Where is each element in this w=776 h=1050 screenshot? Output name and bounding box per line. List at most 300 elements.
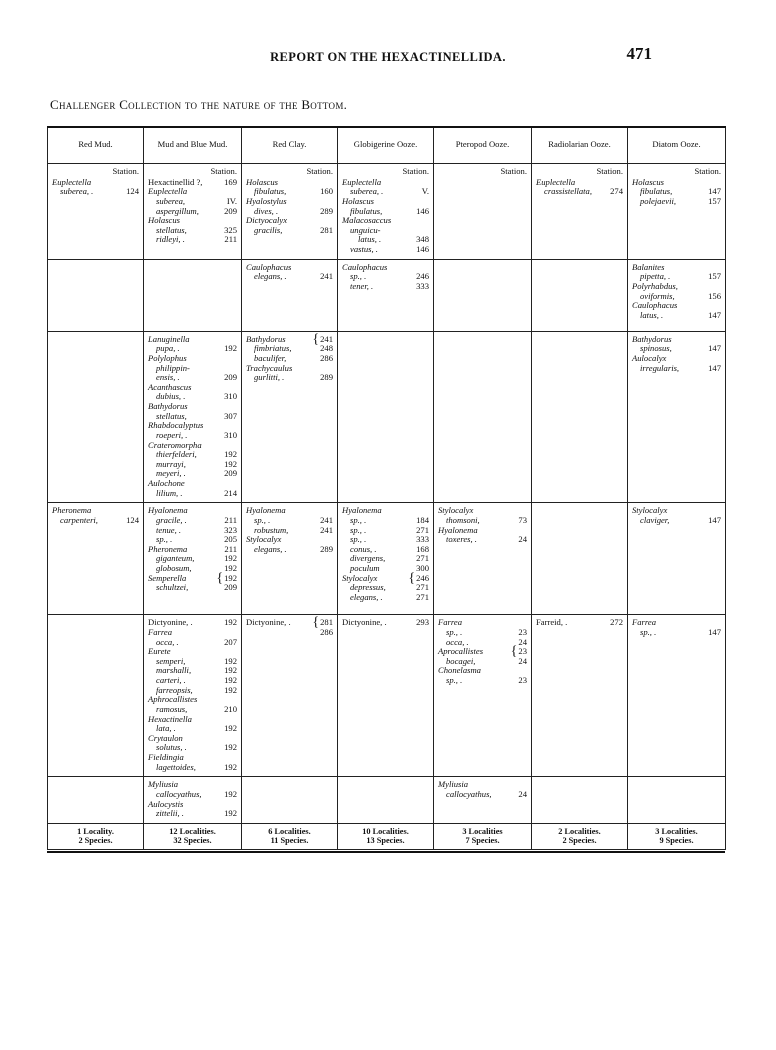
species-name: bocagei, — [446, 655, 476, 666]
station-number: 24 — [518, 655, 527, 666]
station-number: 271 — [416, 553, 429, 564]
species-entry — [632, 311, 721, 321]
species-entry — [632, 197, 721, 207]
species-name: Stylocalyx — [246, 534, 282, 545]
station-number: 147 — [708, 309, 721, 320]
station-number: 310 — [224, 429, 237, 440]
species-entry — [148, 809, 237, 819]
table-row — [48, 259, 726, 331]
species-name: suberea, . — [350, 186, 384, 197]
species-name: Aulocystis — [148, 798, 184, 809]
species-name: stellatus, — [156, 224, 187, 235]
species-name: Hexactinellid ?, — [148, 176, 203, 187]
table-cell — [532, 503, 628, 615]
species-name: baculifer, — [254, 352, 287, 363]
species-name: Pheronema — [148, 543, 188, 554]
species-name: irregularis, — [640, 362, 680, 373]
table-row — [48, 777, 726, 824]
species-name: gurlitti, . — [254, 372, 285, 383]
species-name: Crateromorpha — [148, 439, 202, 450]
species-name: Farreid, . — [536, 617, 568, 628]
species-name: farreopsis, — [156, 684, 193, 695]
station-header: Station. — [112, 166, 139, 176]
species-name: conus, . — [350, 543, 377, 554]
species-name: Dictyonine, . — [148, 617, 193, 628]
station-number: 281 — [320, 224, 333, 235]
species-name: robustum, — [254, 524, 289, 535]
species-entry — [632, 628, 721, 638]
species-name: carteri, . — [156, 675, 186, 685]
species-name: dives, . — [254, 205, 279, 216]
species-name: pupa, . — [156, 343, 180, 354]
species-name: ramosus, — [156, 703, 188, 714]
species-name: Holascus — [246, 176, 278, 187]
station-number: 192 — [224, 553, 237, 564]
table-row — [48, 331, 726, 503]
species-name: Myliusia — [438, 779, 469, 790]
summary-cell — [144, 823, 242, 849]
species-name: Dictyonine, . — [246, 617, 291, 628]
table-cell — [532, 164, 628, 260]
species-name: Malacosaccus — [342, 215, 392, 226]
summary-line: 3 Localities. — [655, 826, 698, 836]
station-number: 192 — [224, 617, 237, 628]
table-cell — [338, 164, 434, 260]
species-name: pipetta, . — [640, 271, 671, 282]
species-name: occa, . — [446, 636, 469, 647]
summary-cell — [628, 823, 726, 849]
species-name: lilium, . — [156, 487, 183, 498]
species-entry — [536, 618, 623, 628]
summary-line: 6 Localities. — [268, 826, 311, 836]
table-row — [48, 503, 726, 615]
species-name: unguicu- — [350, 224, 381, 235]
station-number: 274 — [610, 186, 623, 197]
species-name: schultzei, — [156, 582, 189, 593]
species-name: solutus, . — [156, 742, 187, 753]
species-name: sp., . — [254, 514, 271, 525]
station-number: 24 — [518, 636, 527, 647]
species-name: Aulochone — [148, 478, 185, 488]
station-number: 73 — [518, 514, 527, 525]
table-cell — [628, 777, 726, 824]
table-row — [48, 615, 726, 777]
summary-cell — [48, 823, 144, 849]
station-number: 323 — [224, 524, 237, 535]
station-number: 192 — [224, 665, 237, 676]
summary-cell — [434, 823, 532, 849]
station-number: 241 — [320, 524, 333, 535]
station-number: 192 — [224, 675, 237, 685]
column-header: Diatom Ooze. — [628, 127, 726, 164]
station-number: 310 — [224, 391, 237, 402]
species-name: stellatus, — [156, 410, 187, 421]
table-cell — [242, 259, 338, 331]
table-cell — [144, 777, 242, 824]
station-number: IV. — [226, 195, 237, 206]
table-cell — [242, 164, 338, 260]
species-name: Holascus — [342, 195, 374, 206]
table-cell — [338, 615, 434, 777]
species-name: divergens, — [350, 553, 386, 564]
table-cell — [242, 503, 338, 615]
station-number: 23 — [518, 675, 527, 685]
species-name: fibulatus, — [640, 186, 673, 197]
bottom-rule — [47, 851, 725, 853]
station-number: 205 — [224, 534, 237, 545]
page-number: 471 — [626, 44, 652, 63]
species-name: sp., . — [640, 626, 657, 637]
species-entry — [342, 282, 429, 292]
station-number: { 281 — [310, 618, 333, 628]
table-cell — [628, 331, 726, 503]
table-cell — [434, 615, 532, 777]
species-name: Stylocalyx — [632, 505, 668, 516]
station-number: 307 — [224, 410, 237, 421]
station-number: 214 — [224, 487, 237, 498]
table-cell — [144, 615, 242, 777]
station-number: 271 — [416, 591, 429, 602]
station-number: 333 — [416, 534, 429, 545]
station-number: 210 — [224, 703, 237, 714]
species-name: Trachycaulus — [246, 362, 293, 373]
station-number: 286 — [320, 352, 333, 363]
station-number: 192 — [224, 563, 237, 573]
column-header: Mud and Blue Mud. — [144, 127, 242, 164]
station-number: { 241 — [310, 335, 333, 345]
table-cell — [48, 503, 144, 615]
species-name: sp., . — [350, 534, 367, 545]
species-entry — [438, 535, 527, 545]
table-cell — [48, 164, 144, 260]
column-header: Red Mud. — [48, 127, 144, 164]
station-header: Station. — [694, 166, 721, 176]
table-cell — [434, 164, 532, 260]
species-name: Eurete — [148, 646, 171, 657]
column-header-row — [48, 127, 726, 164]
station-number: { 23 — [509, 647, 527, 657]
species-name: Semperella — [148, 572, 187, 583]
species-name: thomsoni, — [446, 514, 480, 525]
species-name: Hyalonema — [342, 505, 382, 516]
column-header: Pteropod Ooze. — [434, 127, 532, 164]
station-number: 147 — [708, 186, 721, 197]
species-name: Aulocalyx — [632, 352, 667, 363]
column-header: Radiolarian Ooze. — [532, 127, 628, 164]
species-name: Farrea — [632, 617, 657, 628]
species-entry — [632, 516, 721, 526]
table-caption — [50, 97, 347, 113]
table-cell — [144, 164, 242, 260]
species-name: meyeri, . — [156, 468, 186, 479]
station-number: 289 — [320, 372, 333, 383]
summary-cell — [532, 823, 628, 849]
species-name: sp., . — [446, 626, 463, 637]
species-name: Farrea — [148, 626, 173, 637]
summary-line: 13 Species. — [366, 835, 405, 845]
species-name: callocyathus, — [446, 788, 492, 799]
summary-cell — [338, 823, 434, 849]
species-entry — [52, 187, 139, 197]
station-header: Station. — [500, 166, 527, 176]
table-cell — [242, 777, 338, 824]
station-number: 192 — [224, 808, 237, 819]
station-number: 248 — [320, 343, 333, 354]
species-name: Hyalonema — [438, 524, 478, 535]
species-name: gracilis, — [254, 224, 283, 235]
species-name: sp., . — [446, 675, 463, 685]
station-number: 209 — [224, 582, 237, 593]
species-name: globosum, — [156, 563, 192, 573]
station-number: 348 — [416, 234, 429, 245]
species-name: Bathydorus — [246, 333, 286, 344]
species-name: latus, . — [640, 309, 664, 320]
station-number: 192 — [224, 761, 237, 772]
station-number: 300 — [416, 563, 429, 573]
summary-line: 2 Species. — [562, 835, 597, 845]
species-entry — [148, 235, 237, 245]
station-number: { 246 — [406, 574, 429, 584]
species-entry — [52, 516, 139, 526]
species-name: Myliusia — [148, 779, 179, 790]
species-entry — [438, 790, 527, 800]
station-number: 246 — [416, 271, 429, 282]
station-number: 192 — [224, 684, 237, 695]
summary-row — [48, 823, 726, 849]
species-name: Fieldingia — [148, 752, 184, 762]
summary-line: 32 Species. — [173, 835, 212, 845]
species-name: depressus, — [350, 582, 386, 593]
species-name: Euplectella — [52, 176, 92, 187]
species-name: sp., . — [350, 271, 367, 282]
station-number: 209 — [224, 468, 237, 479]
caption-part: Challenger Collection — [50, 97, 182, 112]
summary-line: 3 Localities — [462, 826, 503, 836]
species-name: Hyalostylus — [246, 195, 287, 206]
station-number: 24 — [518, 788, 527, 799]
station-number: 192 — [224, 655, 237, 666]
species-name: callocyathus, — [156, 788, 202, 799]
species-name: fibulatus, — [254, 186, 287, 197]
species-name: sp., . — [156, 534, 173, 545]
species-name: vastus, . — [350, 244, 378, 254]
table-cell — [532, 615, 628, 777]
table-cell — [338, 777, 434, 824]
species-name: suberea, — [156, 195, 186, 206]
station-header: Station. — [596, 166, 623, 176]
table-cell — [628, 615, 726, 777]
species-name: carpenteri, — [60, 514, 98, 525]
species-name: Rhabdocalyptus — [148, 420, 204, 431]
station-number: 192 — [224, 742, 237, 753]
station-number: 156 — [708, 290, 721, 301]
table-cell — [144, 331, 242, 503]
species-name: gracile, . — [156, 514, 187, 525]
summary-line: 9 Species. — [659, 835, 694, 845]
station-number: 209 — [224, 372, 237, 383]
station-number: 209 — [224, 205, 237, 216]
species-entry — [148, 763, 237, 773]
column-header: Globigerine Ooze. — [338, 127, 434, 164]
station-number: 24 — [518, 534, 527, 545]
summary-line: 11 Species. — [270, 835, 309, 845]
table-cell — [628, 503, 726, 615]
station-number: 192 — [224, 458, 237, 469]
species-entry — [438, 676, 527, 686]
species-name: Aprocallistes — [438, 646, 484, 657]
species-name: elegans, . — [350, 591, 383, 602]
species-name: Holascus — [148, 215, 180, 226]
species-name: murrayi, — [156, 458, 186, 469]
station-number: 211 — [224, 514, 237, 525]
station-number: 192 — [224, 343, 237, 354]
species-entry — [342, 245, 429, 255]
species-name: Caulophacus — [632, 300, 678, 311]
station-number: 124 — [126, 514, 139, 525]
species-name: spinosus, — [640, 343, 672, 354]
species-name: lata, . — [156, 723, 176, 734]
table-cell — [532, 259, 628, 331]
column-header: Red Clay. — [242, 127, 338, 164]
species-name: Bathydorus — [148, 401, 188, 411]
species-name: latus, . — [358, 234, 382, 245]
station-number: 271 — [416, 582, 429, 593]
species-entry — [632, 364, 721, 374]
species-name: ensis, . — [156, 372, 180, 383]
station-number: 286 — [320, 626, 333, 637]
species-name: Polyrhabdus, — [632, 280, 678, 291]
station-number: 147 — [708, 362, 721, 373]
station-number: 272 — [610, 617, 623, 628]
species-name: Dictyocalyx — [246, 215, 288, 226]
species-name: Acanthascus — [148, 381, 192, 392]
station-number: 211 — [224, 543, 237, 554]
species-name: Farrea — [438, 617, 463, 628]
species-name: Hyalonema — [246, 505, 286, 516]
station-number: 160 — [320, 186, 333, 197]
table-cell — [338, 259, 434, 331]
species-name: philippin- — [156, 362, 190, 373]
table-cell — [144, 259, 242, 331]
table-cell — [338, 331, 434, 503]
species-name: semperi, — [156, 655, 186, 666]
bottom-nature-table — [47, 126, 726, 850]
table-cell — [628, 259, 726, 331]
station-number: 289 — [320, 543, 333, 554]
station-number: 207 — [224, 636, 237, 647]
station-number: 169 — [224, 176, 237, 187]
station-number: 124 — [126, 186, 139, 197]
summary-cell — [242, 823, 338, 849]
species-name: Euplectella — [148, 186, 188, 197]
species-name: Holascus — [632, 176, 664, 187]
running-title: REPORT ON THE HEXACTINELLIDA. — [270, 50, 506, 64]
species-name: Euplectella — [342, 176, 382, 187]
table-cell — [144, 503, 242, 615]
species-name: Crytaulon — [148, 732, 183, 743]
station-number: 192 — [224, 788, 237, 799]
station-number: { 192 — [214, 574, 237, 584]
station-number: 23 — [518, 626, 527, 637]
species-name: tener, . — [350, 280, 374, 291]
species-name: zittelii, . — [156, 808, 184, 819]
species-entry — [148, 489, 237, 499]
species-name: poculum — [350, 563, 380, 573]
species-name: tenue, . — [156, 524, 182, 535]
species-name: Dictyonine, . — [342, 617, 387, 628]
station-number: 211 — [224, 234, 237, 245]
summary-line: 12 Localities. — [169, 826, 216, 836]
station-number: 293 — [416, 617, 429, 628]
station-number: V. — [421, 186, 429, 197]
table-cell — [338, 503, 434, 615]
species-name: aspergillum, — [156, 205, 199, 216]
species-name: sp., . — [350, 514, 367, 525]
table-cell — [48, 331, 144, 503]
table-cell — [48, 777, 144, 824]
table-cell — [532, 331, 628, 503]
species-name: Caulophacus — [246, 261, 292, 272]
table-cell — [242, 615, 338, 777]
species-name: claviger, — [640, 514, 670, 525]
summary-line: 1 Locality. — [77, 826, 114, 836]
caption-part: to the nature of the — [181, 97, 302, 112]
table-cell — [434, 777, 532, 824]
species-name: occa, . — [156, 636, 179, 647]
station-number: 157 — [708, 195, 721, 206]
species-name: marshalli, — [156, 665, 192, 676]
species-name: Hexactinella — [148, 713, 192, 724]
species-entry — [246, 545, 333, 555]
species-entry — [536, 187, 623, 197]
station-number: 241 — [320, 514, 333, 525]
station-number: 147 — [708, 514, 721, 525]
table-cell — [242, 331, 338, 503]
species-name: roeperi, . — [156, 429, 188, 440]
table-cell — [434, 259, 532, 331]
station-number: 333 — [416, 280, 429, 291]
table-cell — [532, 777, 628, 824]
table-cell — [434, 331, 532, 503]
summary-line: 2 Species. — [78, 835, 113, 845]
summary-line: 7 Species. — [465, 835, 500, 845]
station-header: Station. — [210, 166, 237, 176]
species-name: oviformis, — [640, 290, 675, 301]
species-name: giganteum, — [156, 553, 195, 564]
station-number: 146 — [416, 205, 429, 216]
species-name: elegans, . — [254, 271, 287, 282]
station-header: Station. — [306, 166, 333, 176]
species-name: Balanites — [632, 261, 665, 272]
species-name: Bathydorus — [632, 333, 672, 344]
species-name: toxeres, . — [446, 534, 477, 545]
station-number: 325 — [224, 224, 237, 235]
table-cell — [434, 503, 532, 615]
species-name: crassistellata, — [544, 186, 592, 197]
species-entry — [342, 618, 429, 628]
summary-line: 10 Localities. — [362, 826, 409, 836]
station-number: 241 — [320, 271, 333, 282]
species-name: dubius, . — [156, 391, 186, 402]
station-number: 192 — [224, 449, 237, 460]
species-name: ridleyi, . — [156, 234, 185, 245]
species-name: polejaevii, — [640, 195, 677, 206]
species-name: fibulatus, — [350, 205, 383, 216]
species-name: Pheronema — [52, 505, 92, 516]
table-cell — [48, 259, 144, 331]
species-entry — [246, 272, 333, 282]
species-name: fimbriatus, — [254, 343, 292, 354]
